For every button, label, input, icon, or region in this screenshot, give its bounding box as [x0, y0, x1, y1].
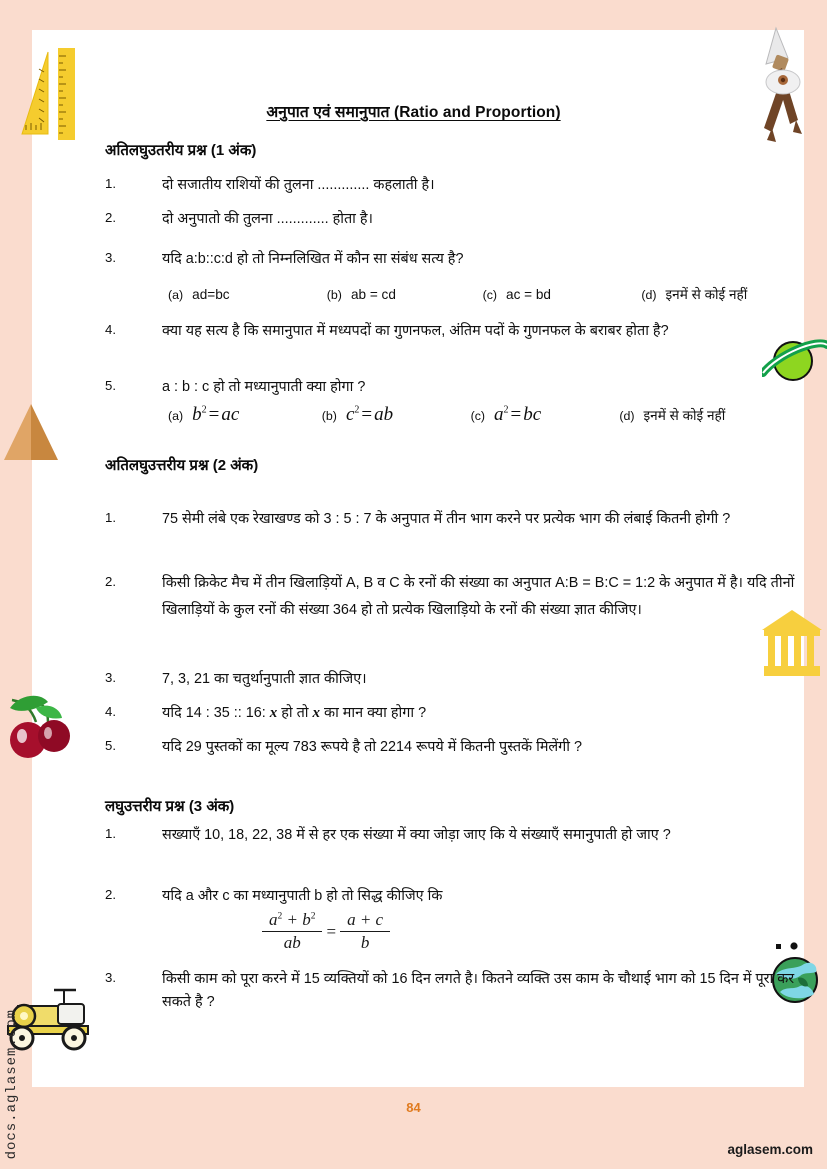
- fraction-left: [262, 910, 322, 953]
- option-formula: $a^2$ = bc: [494, 404, 542, 425]
- page-number: 84: [406, 1100, 421, 1115]
- option-d: [619, 405, 725, 424]
- option-d: [641, 284, 747, 303]
- question-text: क्या यह सत्य है कि समानुपात में मध्यपदों का गुणनफल, अंतिम पदों के गुणनफल के बराबर होता है?: [162, 323, 669, 339]
- question-number: 5.: [105, 378, 116, 393]
- option-c: [483, 287, 638, 302]
- question-item: [105, 376, 735, 399]
- question-text: किसी काम को पूरा करने में 15 व्यक्तियों को 16 दिन लगते है। कितने व्यक्ति उस काम के चौथाई भाग को 15 दिन में पूरा कर सकते है ?: [162, 971, 795, 1010]
- question-item: [105, 174, 735, 197]
- question-number: 2.: [105, 887, 116, 902]
- option-label: (a): [168, 288, 184, 302]
- option-b: [327, 287, 479, 302]
- option-formula: $c^2$ = ab: [345, 404, 394, 425]
- option-text: ab = cd: [350, 287, 396, 302]
- option-text: ac = bd: [506, 287, 551, 302]
- section-heading-1: अतिलघुउतरीय प्रश्न (1 अंक): [105, 142, 257, 159]
- option-label: (b): [326, 288, 342, 302]
- question-number: 5.: [105, 738, 116, 753]
- option-a: [168, 287, 323, 302]
- question-text: यदि 14 : 35 :: 16: x हो तो x का मान क्या होगा ?: [162, 705, 427, 721]
- question-number: 2.: [105, 210, 116, 225]
- question-number: 3.: [105, 670, 116, 685]
- fraction-denominator: ab: [283, 933, 301, 952]
- section-heading-3: लघुउत्तरीय प्रश्न (3 अंक): [105, 798, 235, 815]
- variable-x: x: [269, 705, 278, 721]
- question-item: [105, 968, 795, 1014]
- question-item: [105, 702, 735, 726]
- option-c: [471, 404, 616, 426]
- question-number: 3.: [105, 250, 116, 265]
- question-number: 2.: [105, 574, 116, 589]
- section-heading-2: अतिलघुउत्तरीय प्रश्न (2 अंक): [105, 457, 259, 474]
- question-item: [105, 208, 735, 231]
- question-number: 1.: [105, 176, 116, 191]
- option-formula: $b^2$ = ac: [192, 404, 240, 425]
- question-text: a : b : c हो तो मध्यानुपाती क्या होगा ?: [162, 379, 366, 395]
- question-item: [105, 508, 770, 531]
- option-label: (c): [482, 288, 498, 302]
- question-text: किसी क्रिकेट मैच में तीन खिलाड़ियों A, B व C के रनों की संख्या का अनुपात A:B = B:C = 1:2 के अनुपात में है। यदि तीनों खिलाड़ियों के कुल रनों की संख्या 364 हो तो प्रत्येक खिलाड़ियो के रनों की संख्या ज्ञात कीजिए।: [162, 575, 795, 618]
- site-brand-watermark: aglasem.com: [727, 1142, 813, 1157]
- question-number: 1.: [105, 510, 116, 525]
- fraction-numerator: a + c: [340, 910, 390, 932]
- question-text: दो सजातीय राशियों की तुलना ............. कहलाती है।: [162, 177, 435, 193]
- question-text: दो अनुपातो की तुलना ............. होता है।: [162, 211, 373, 227]
- option-label: (b): [321, 409, 337, 423]
- question-item: [105, 824, 785, 847]
- question-text: 75 सेमी लंबे एक रेखाखण्ड को 3 : 5 : 7 के अनुपात में तीन भाग करने पर प्रत्येक भाग की लंबाई कितनी होगी ?: [162, 511, 731, 527]
- option-b: [322, 404, 467, 426]
- option-label: (c): [470, 409, 486, 423]
- option-a: [168, 404, 318, 426]
- question-number: 4.: [105, 322, 116, 337]
- fraction-numerator: $a^2 + b^2$: [262, 910, 322, 932]
- variable-x: x: [312, 705, 321, 721]
- question-item: [105, 736, 785, 759]
- question-number: 1.: [105, 826, 116, 841]
- option-row-q5: [168, 404, 725, 426]
- option-text: इनमें से कोई नहीं: [643, 408, 726, 423]
- fraction-denominator: b: [360, 933, 370, 952]
- question-text: यदि a:b::c:d हो तो निम्नलिखित में कौन सा संबंध सत्य है?: [162, 251, 464, 267]
- question-number: 3.: [105, 970, 116, 985]
- question-item: [105, 570, 795, 623]
- page-title: [0, 100, 827, 122]
- question-item: [105, 885, 735, 908]
- option-label: (d): [619, 409, 635, 423]
- option-label: (d): [641, 288, 657, 302]
- question-item: [105, 320, 735, 343]
- question-item: [105, 668, 735, 691]
- question-text: यदि a और c का मध्यानुपाती b हो तो सिद्ध कीजिए कि: [162, 888, 443, 904]
- question-text: यदि 29 पुस्तकों का मूल्य 783 रूपये है तो 2214 रूपये में कितनी पुस्तकें मिलेंगी ?: [162, 739, 583, 755]
- option-row-q3: [168, 284, 747, 303]
- option-label: (a): [168, 409, 184, 423]
- option-text: इनमें से कोई नहीं: [665, 287, 748, 302]
- page-title-hi: अनुपात एवं समानुपात: [266, 104, 390, 121]
- question-text: सख्याएँ 10, 18, 22, 38 में से हर एक संख्या में क्या जोड़ा जाए कि ये संख्याएँ समानुपाती हो जाए ?: [162, 827, 671, 843]
- side-watermark: docs.aglasem.com: [4, 1008, 20, 1159]
- fraction-right: [340, 910, 390, 953]
- equals-sign: =: [326, 921, 337, 941]
- question-text: 7, 3, 21 का चतुर्थानुपाती ज्ञात कीजिए।: [162, 671, 367, 687]
- question-number: 4.: [105, 704, 116, 719]
- option-text: ad=bc: [192, 287, 230, 302]
- question-item: [105, 248, 735, 271]
- page-title-en: (Ratio and Proportion): [393, 104, 561, 121]
- formula-proportion-identity: [262, 910, 390, 953]
